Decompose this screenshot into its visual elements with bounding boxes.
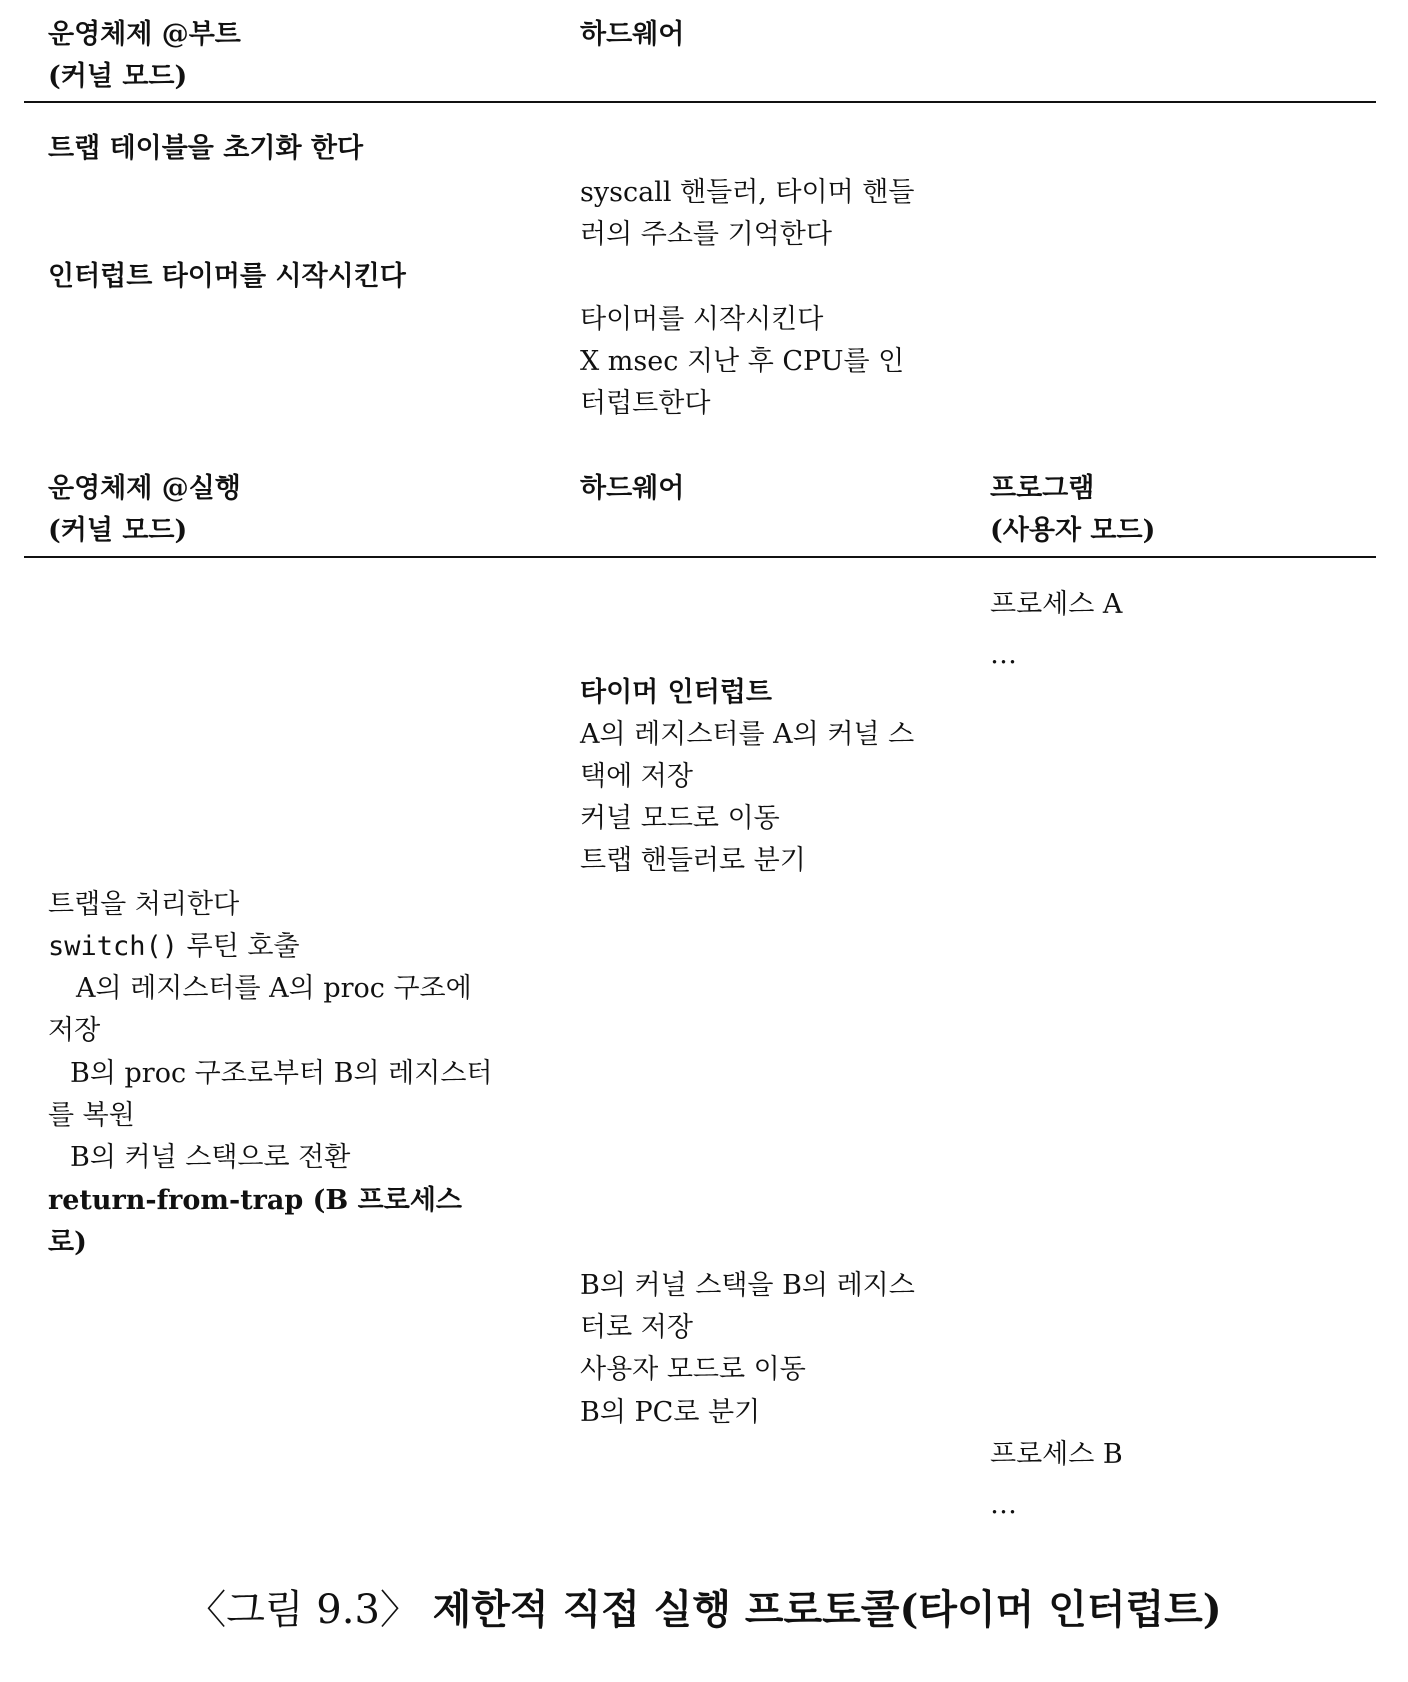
run-prog-process-a: 프로세스 A	[990, 589, 1123, 620]
boot-hw-remember-line1: syscall 핸들러, 타이머 핸들	[580, 177, 915, 208]
run-os-restore-b-line2: 를 복원	[48, 1100, 135, 1131]
run-os-switch-call	[48, 926, 300, 968]
run-hw-timer-line3: 커널 모드로 이동	[580, 803, 780, 834]
run-os-save-a-line1: A의 레지스터를 A의 proc 구조에	[76, 973, 472, 1004]
run-os-restore-b-line1: B의 proc 구조로부터 B의 레지스터	[70, 1058, 493, 1089]
run-hw-restore-line3: 사용자 모드로 이동	[580, 1354, 806, 1385]
run-prog-process-a-dots: …	[990, 639, 1017, 670]
switch-code: switch()	[48, 931, 179, 962]
figure-caption	[0, 1582, 1408, 1638]
run-prog-process-b-dots: …	[990, 1489, 1017, 1520]
run-os-switch-stack: B의 커널 스택으로 전환	[70, 1142, 351, 1173]
run-hw-timer-line2: 택에 저장	[580, 761, 693, 792]
run-os-save-a-line2: 저장	[48, 1015, 101, 1046]
boot-hw-timer-line3: 터럽트한다	[580, 388, 711, 419]
boot-hw-timer-line2: X msec 지난 후 CPU를 인	[580, 346, 905, 377]
boot-os-header-line2: (커널 모드)	[48, 61, 188, 92]
figure-caption-prefix: 〈그림 9.3〉	[186, 1587, 420, 1633]
run-hw-timer-line4: 트랩 핸들러로 분기	[580, 845, 806, 876]
run-hw-restore-line4: B의 PC로 분기	[580, 1397, 761, 1428]
run-os-handle-trap: 트랩을 처리한다	[48, 889, 240, 920]
run-os-header-line1: 운영체제 @실행	[48, 473, 241, 504]
boot-os-start-timer: 인터럽트 타이머를 시작시킨다	[48, 261, 406, 292]
run-hw-restore-line2: 터로 저장	[580, 1312, 693, 1343]
run-hw-header: 하드웨어	[580, 473, 685, 504]
boot-hw-header: 하드웨어	[580, 19, 685, 50]
boot-hw-timer-line1: 타이머를 시작시킨다	[580, 304, 824, 335]
run-os-return-from-trap-line2: 로)	[48, 1227, 87, 1258]
run-prog-header-line1: 프로그램	[990, 473, 1095, 504]
figure-caption-title: 제한적 직접 실행 프로토콜(타이머 인터럽트)	[432, 1586, 1222, 1633]
boot-os-header-line1: 운영체제 @부트	[48, 19, 241, 50]
run-header-rule	[24, 556, 1376, 558]
run-os-return-from-trap-line1: return-from-trap (B 프로세스	[48, 1185, 462, 1216]
boot-hw-remember-line2: 러의 주소를 기억한다	[580, 219, 832, 250]
run-os-header-line2: (커널 모드)	[48, 515, 188, 546]
boot-os-init-trap-table: 트랩 테이블을 초기화 한다	[48, 133, 364, 164]
run-hw-timer-interrupt-title: 타이머 인터럽트	[580, 677, 772, 708]
run-prog-process-b: 프로세스 B	[990, 1439, 1123, 1470]
switch-rest: 루틴 호출	[178, 931, 300, 962]
run-hw-restore-line1: B의 커널 스택을 B의 레지스	[580, 1270, 915, 1301]
run-hw-timer-line1: A의 레지스터를 A의 커널 스	[580, 719, 915, 750]
run-prog-header-line2: (사용자 모드)	[990, 515, 1156, 546]
boot-header-rule	[24, 101, 1376, 103]
